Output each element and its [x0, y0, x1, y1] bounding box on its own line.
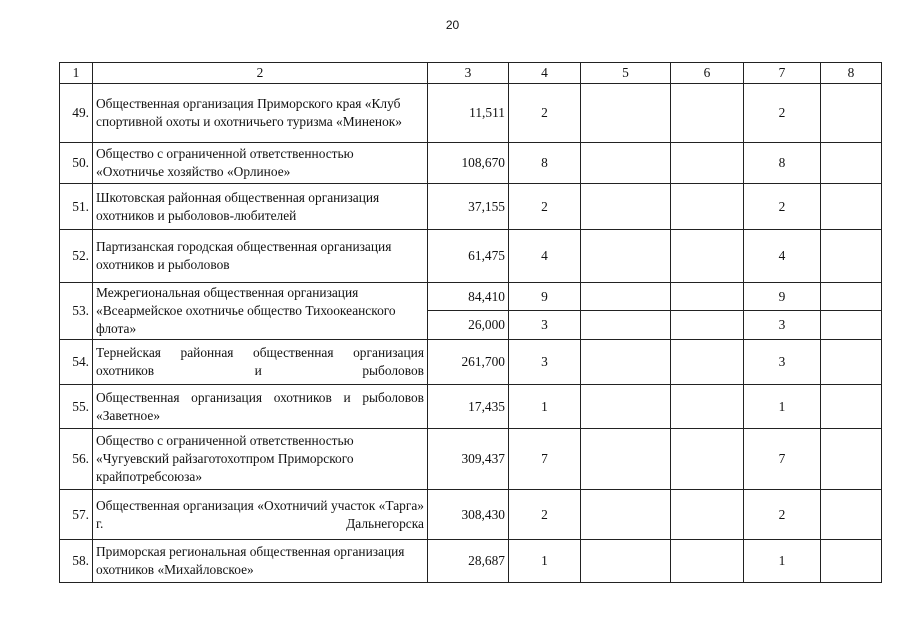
- organization-name: Партизанская городская общественная организация охотников и рыболовов: [93, 230, 428, 283]
- cell-col6: [671, 143, 744, 184]
- organization-name: Межрегиональная общественная организация «Всеармейское охотничье общество Тихоокеанского флота»: [93, 283, 428, 340]
- cell-col6: [671, 84, 744, 143]
- row-number: 53.: [60, 283, 93, 340]
- cell-col7: 8: [744, 143, 821, 184]
- cell-col6: [671, 230, 744, 283]
- cell-col6: [671, 311, 744, 340]
- cell-col7: 2: [744, 184, 821, 230]
- cell-col6: [671, 385, 744, 429]
- cell-col6: [671, 429, 744, 490]
- cell-col3: 61,475: [428, 230, 509, 283]
- row-number: 52.: [60, 230, 93, 283]
- cell-col6: [671, 340, 744, 385]
- cell-col5: [581, 540, 671, 583]
- row-number: 57.: [60, 490, 93, 540]
- cell-col3: 37,155: [428, 184, 509, 230]
- cell-col3: 308,430: [428, 490, 509, 540]
- cell-col4: 2: [509, 184, 581, 230]
- cell-col8: [821, 283, 882, 311]
- data-table: [59, 62, 882, 583]
- organization-name: Тернейская районная общественная организация охотников и рыболовов: [93, 340, 428, 385]
- header-cell: 3: [428, 63, 509, 84]
- cell-col4: 8: [509, 143, 581, 184]
- organization-name: Общественная организация «Охотничий участок «Тарга» г. Дальнегорска: [93, 490, 428, 540]
- cell-col5: [581, 230, 671, 283]
- cell-col3: 17,435: [428, 385, 509, 429]
- cell-col5: [581, 283, 671, 311]
- cell-col5: [581, 143, 671, 184]
- row-number: 51.: [60, 184, 93, 230]
- cell-col6: [671, 283, 744, 311]
- cell-col4: 2: [509, 490, 581, 540]
- cell-col8: [821, 143, 882, 184]
- cell-col4: 1: [509, 540, 581, 583]
- cell-col7: 4: [744, 230, 821, 283]
- organization-name: Общественная организация Приморского края «Клуб спортивной охоты и охотничьего туризма «Миненок»: [93, 84, 428, 143]
- cell-col5: [581, 84, 671, 143]
- cell-col6: [671, 490, 744, 540]
- cell-col4: 3: [509, 311, 581, 340]
- cell-col4: 9: [509, 283, 581, 311]
- row-number: 58.: [60, 540, 93, 583]
- organization-name: Приморская региональная общественная организация охотников «Михайловское»: [93, 540, 428, 583]
- cell-col7: 3: [744, 340, 821, 385]
- cell-col8: [821, 340, 882, 385]
- table-row: [60, 184, 882, 230]
- cell-col5: [581, 184, 671, 230]
- table-row: [60, 143, 882, 184]
- page-number: 20: [445, 18, 460, 32]
- cell-col4: 4: [509, 230, 581, 283]
- cell-col8: [821, 230, 882, 283]
- cell-col5: [581, 429, 671, 490]
- organization-name: Общественная организация охотников и рыболовов «Заветное»: [93, 385, 428, 429]
- table-row: [60, 84, 882, 143]
- cell-col4: 7: [509, 429, 581, 490]
- cell-col3: 28,687: [428, 540, 509, 583]
- row-number: 49.: [60, 84, 93, 143]
- cell-col7: 3: [744, 311, 821, 340]
- cell-col7: 1: [744, 540, 821, 583]
- header-cell: 6: [671, 63, 744, 84]
- row-number: 54.: [60, 340, 93, 385]
- cell-col8: [821, 311, 882, 340]
- cell-col7: 2: [744, 490, 821, 540]
- table-row: [60, 429, 882, 490]
- row-number: 56.: [60, 429, 93, 490]
- cell-col8: [821, 429, 882, 490]
- cell-col6: [671, 184, 744, 230]
- header-cell: 8: [821, 63, 882, 84]
- table-row: [60, 340, 882, 385]
- cell-col8: [821, 385, 882, 429]
- cell-col6: [671, 540, 744, 583]
- header-cell: 2: [93, 63, 428, 84]
- table-row: [60, 385, 882, 429]
- cell-col4: 2: [509, 84, 581, 143]
- cell-col4: 3: [509, 340, 581, 385]
- cell-col3: 261,700: [428, 340, 509, 385]
- organization-name: Общество с ограниченной ответственностью «Чугуевский райзаготохотпром Приморского крайпотребсоюза»: [93, 429, 428, 490]
- cell-col5: [581, 385, 671, 429]
- header-cell: 1: [60, 63, 93, 84]
- cell-col3: 11,511: [428, 84, 509, 143]
- cell-col5: [581, 311, 671, 340]
- table-row: [60, 230, 882, 283]
- cell-col3: 84,410: [428, 283, 509, 311]
- table-row: [60, 540, 882, 583]
- cell-col3: 309,437: [428, 429, 509, 490]
- header-cell: 7: [744, 63, 821, 84]
- cell-col8: [821, 540, 882, 583]
- organization-name: Общество с ограниченной ответственностью «Охотничье хозяйство «Орлиное»: [93, 143, 428, 184]
- cell-col7: 1: [744, 385, 821, 429]
- cell-col7: 2: [744, 84, 821, 143]
- cell-col3: 108,670: [428, 143, 509, 184]
- header-row: [60, 63, 882, 84]
- header-cell: 4: [509, 63, 581, 84]
- cell-col7: 9: [744, 283, 821, 311]
- table-row: [60, 283, 882, 311]
- cell-col8: [821, 184, 882, 230]
- row-number: 55.: [60, 385, 93, 429]
- table-row: [60, 490, 882, 540]
- cell-col7: 7: [744, 429, 821, 490]
- cell-col4: 1: [509, 385, 581, 429]
- cell-col5: [581, 340, 671, 385]
- organization-name: Шкотовская районная общественная организация охотников и рыболовов-любителей: [93, 184, 428, 230]
- header-cell: 5: [581, 63, 671, 84]
- cell-col8: [821, 490, 882, 540]
- row-number: 50.: [60, 143, 93, 184]
- cell-col8: [821, 84, 882, 143]
- cell-col3: 26,000: [428, 311, 509, 340]
- cell-col5: [581, 490, 671, 540]
